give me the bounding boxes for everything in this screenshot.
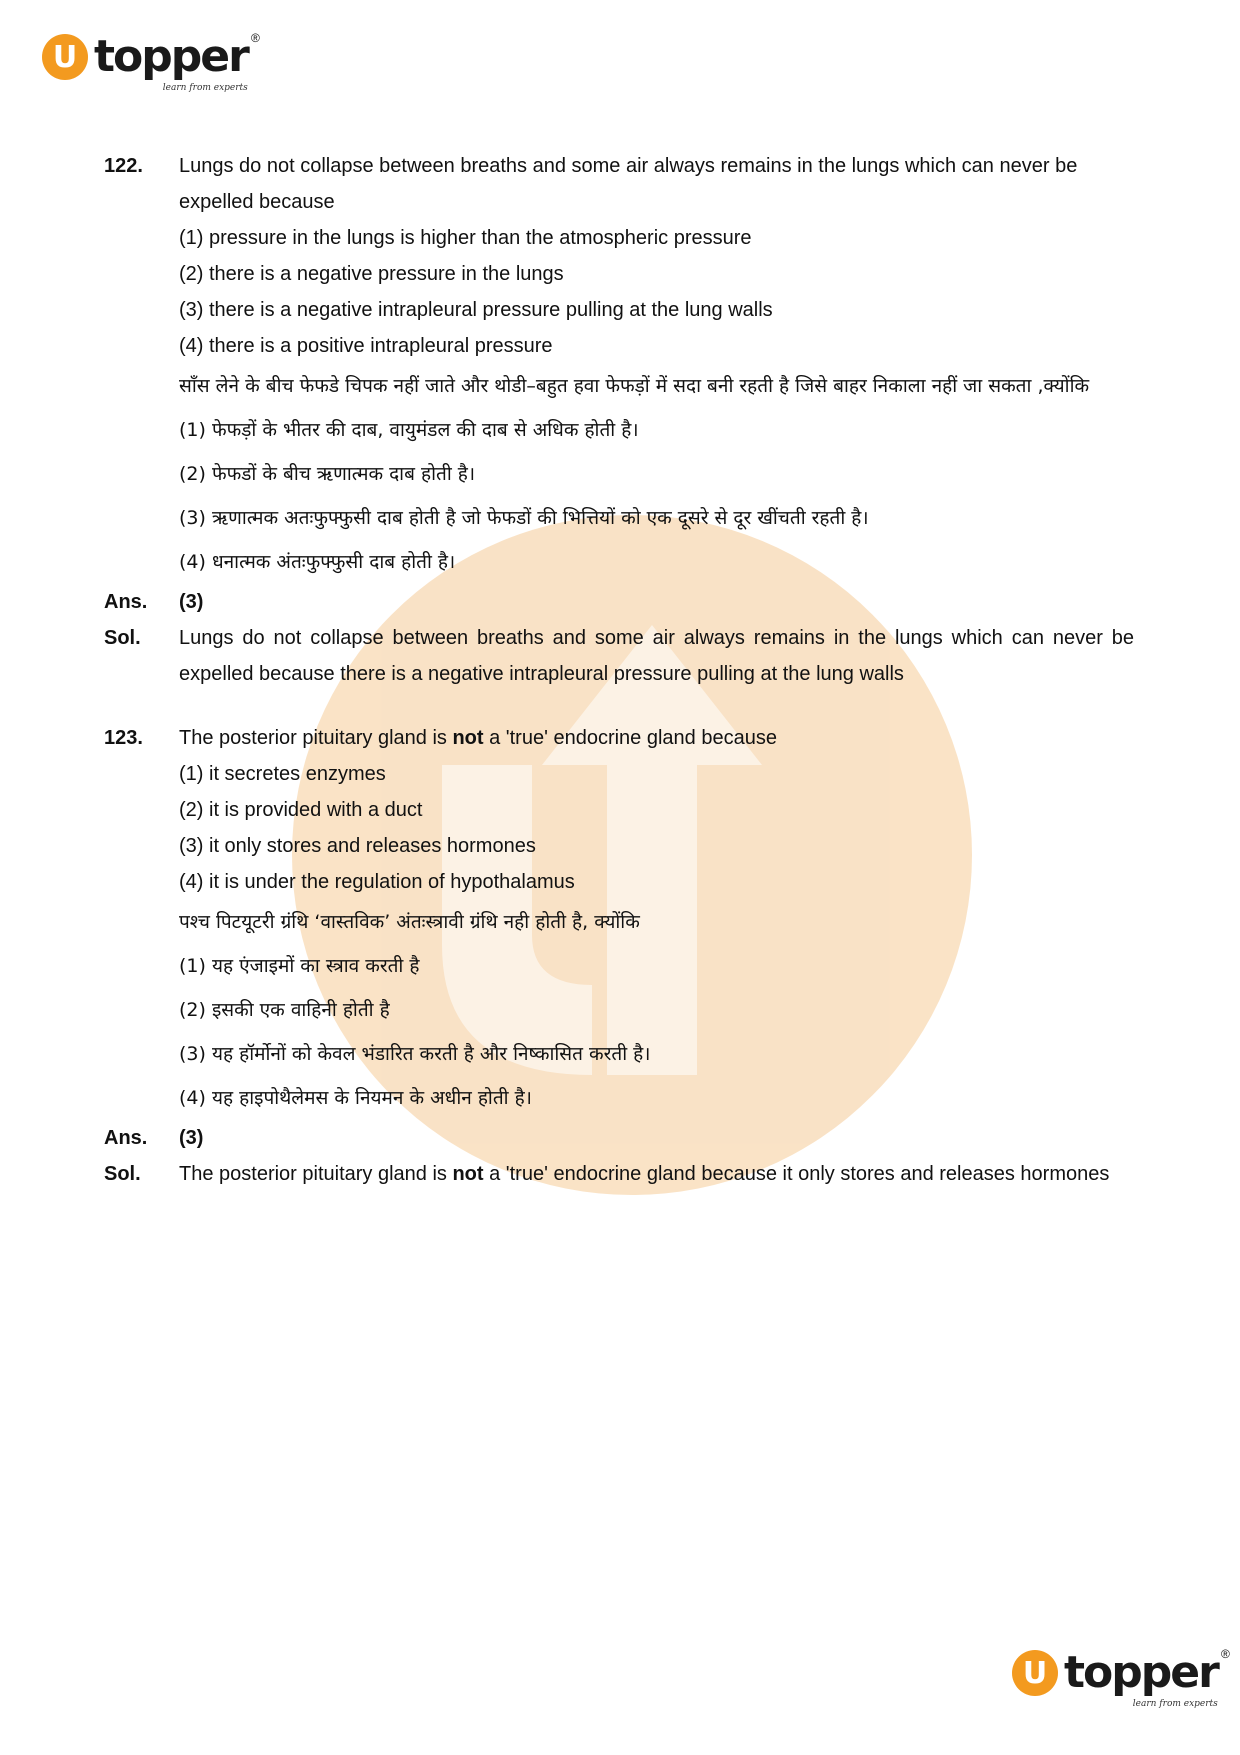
option-en: (1) pressure in the lungs is higher than the atmospheric pressure	[179, 227, 752, 249]
answer-value: (3)	[179, 591, 204, 613]
registered-mark: ®	[1220, 1647, 1230, 1661]
answer-row	[104, 584, 1134, 620]
logo-tagline: learn from experts	[162, 83, 248, 93]
sol-label: Sol.	[104, 627, 141, 649]
option-en: (4) it is under the regulation of hypothalamus	[179, 871, 575, 893]
logo-tagline: learn from experts	[1132, 1699, 1218, 1709]
solution-text: Lungs do not collapse between breaths and some air always remains in the lungs which can never be expelled because there is a negative intrapleural pressure pulling at the lung walls	[179, 627, 1134, 685]
registered-mark: ®	[250, 31, 260, 45]
option-en: (2) there is a negative pressure in the lungs	[179, 263, 564, 285]
option-hi: (4) धनात्मक अंतःफुफ्फुसी दाब होती है।	[179, 551, 456, 573]
option-hi: (3) ऋणात्मक अतःफुफ्फुसी दाब होती है जो फेफडों की भित्तियों को एक दूसरे से दूर खींचती रहती है।	[179, 507, 869, 529]
logo-wordmark: topper	[94, 31, 248, 82]
question-number: 122.	[104, 155, 143, 177]
question-123	[104, 720, 1134, 1120]
option-hi: (3) यह हॉर्मोनों को केवल भंडारित करती है और निष्कासित करती है।	[179, 1043, 651, 1065]
option-en: (4) there is a positive intrapleural pressure	[179, 335, 553, 357]
option-hi: (2) इसकी एक वाहिनी होती है	[179, 999, 390, 1021]
solution-row	[104, 620, 1134, 692]
answer-value: (3)	[179, 1127, 204, 1149]
option-en: (2) it is provided with a duct	[179, 799, 423, 821]
logo-wordmark: topper	[1064, 1647, 1218, 1698]
question-text-en: Lungs do not collapse between breaths and some air always remains in the lungs which can never be expelled because	[179, 155, 1078, 213]
ans-label: Ans.	[104, 591, 148, 613]
question-number: 123.	[104, 727, 143, 749]
option-hi: (1) फेफड़ों के भीतर की दाब, वायुमंडल की दाब से अधिक होती है।	[179, 419, 639, 441]
answer-row	[104, 1120, 1134, 1156]
option-en: (3) it only stores and releases hormones	[179, 835, 536, 857]
question-text-hi: पश्च पिटयूटरी ग्रंथि ‘वास्तविक’ अंतःस्त्रावी ग्रंथि नही होती है, क्योंकि	[179, 911, 640, 933]
sol-label: Sol.	[104, 1163, 141, 1185]
question-text-en: The posterior pituitary gland is not a 'true' endocrine gland because	[179, 727, 777, 749]
option-hi: (4) यह हाइपोथैलेमस के नियमन के अधीन होती है।	[179, 1087, 532, 1109]
question-text-hi: साँस लेने के बीच फेफडे चिपक नहीं जाते और थोडी–बहुत हवा फेफड़ों में सदा बनी रहती है जिसे बाहर निकाला नहीं जा सकता ,क्योंकि	[179, 375, 1090, 397]
option-hi: (2) फेफडों के बीच ऋणात्मक दाब होती है।	[179, 463, 476, 485]
option-en: (1) it secretes enzymes	[179, 763, 386, 785]
topper-logo-bottom	[1012, 1647, 1230, 1709]
topper-u-icon: U	[42, 34, 88, 80]
document-content	[104, 148, 1134, 1192]
option-hi: (1) यह एंजाइमों का स्त्राव करती है	[179, 955, 420, 977]
topper-logo-top	[42, 31, 260, 93]
ans-label: Ans.	[104, 1127, 148, 1149]
topper-u-icon: U	[1012, 1650, 1058, 1696]
question-122	[104, 148, 1134, 584]
option-en: (3) there is a negative intrapleural pressure pulling at the lung walls	[179, 299, 773, 321]
solution-text: The posterior pituitary gland is not a 'true' endocrine gland because it only stores and releases hormones	[179, 1163, 1110, 1185]
solution-row	[104, 1156, 1134, 1192]
